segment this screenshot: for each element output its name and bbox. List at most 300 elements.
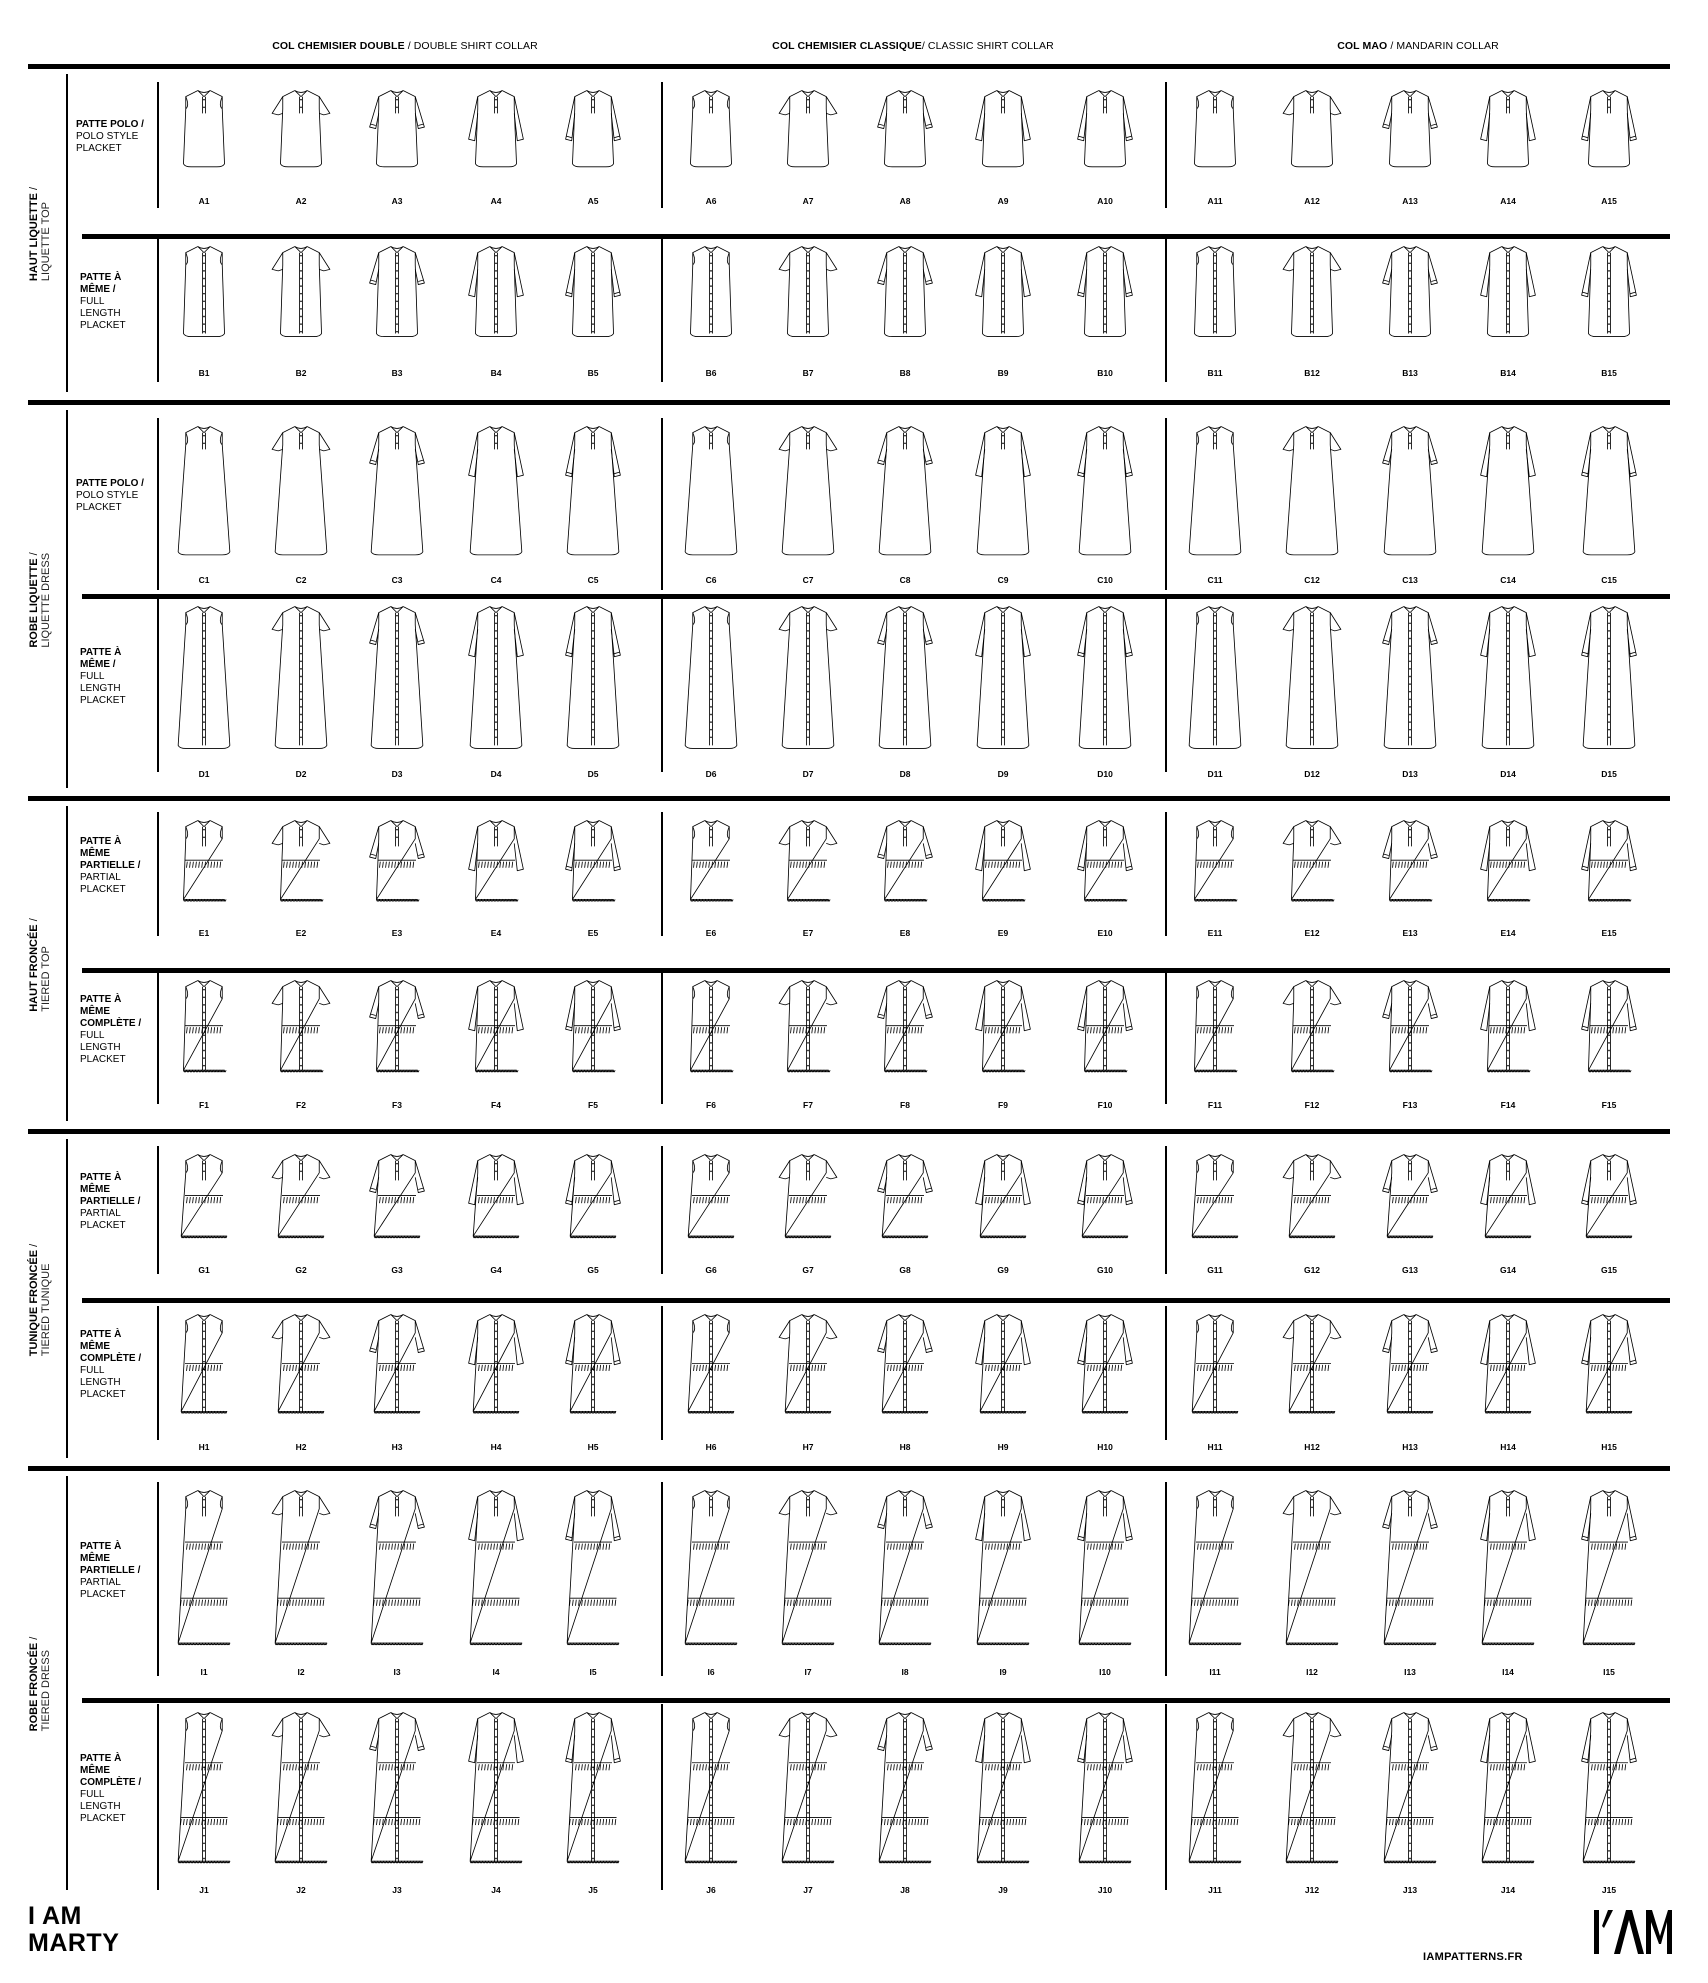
view-code-D13: D13 bbox=[1402, 769, 1418, 779]
view-code-B8: B8 bbox=[899, 368, 911, 378]
garment-view-F14[interactable] bbox=[1470, 976, 1546, 1084]
garment-view-C13[interactable] bbox=[1372, 422, 1448, 559]
view-code-I4: I4 bbox=[492, 1667, 500, 1677]
view-code-C8: C8 bbox=[899, 575, 911, 585]
garment-view-C10[interactable] bbox=[1067, 422, 1143, 559]
section-label-tunique-froncée: TUNIQUE FRONCÉE / TIERED TUNIQUE bbox=[28, 1243, 52, 1356]
row-label-fr: PATTE À bbox=[80, 1753, 122, 1764]
garment-view-F2[interactable] bbox=[263, 976, 339, 1084]
section-label-haut-froncée: HAUT FRONCÉE / TIERED TOP bbox=[28, 917, 52, 1012]
view-code-F10: F10 bbox=[1097, 1100, 1113, 1110]
garment-view-E4[interactable] bbox=[458, 816, 534, 912]
garment-view-E12[interactable] bbox=[1274, 816, 1350, 912]
garment-view-A6[interactable] bbox=[673, 86, 749, 180]
garment-view-A8[interactable] bbox=[867, 86, 943, 180]
garment-view-J7[interactable] bbox=[770, 1708, 846, 1869]
garment-view-G15[interactable] bbox=[1571, 1150, 1647, 1249]
row-label-fr: PARTIELLE / bbox=[80, 1565, 141, 1576]
view-code-F4: F4 bbox=[491, 1100, 501, 1110]
view-code-H12: H12 bbox=[1304, 1442, 1320, 1452]
garment-view-E13[interactable] bbox=[1372, 816, 1448, 912]
garment-view-D13[interactable] bbox=[1372, 602, 1448, 753]
garment-view-F10[interactable] bbox=[1067, 976, 1143, 1084]
garment-view-G1[interactable] bbox=[166, 1150, 242, 1249]
row-label-fr: PARTIELLE / bbox=[80, 860, 141, 871]
garment-view-A1[interactable] bbox=[166, 86, 242, 180]
view-code-J10: J10 bbox=[1097, 1885, 1113, 1895]
row-label-fr: PARTIELLE / bbox=[80, 1196, 141, 1207]
garment-view-F8[interactable] bbox=[867, 976, 943, 1084]
row-divider-E-F bbox=[82, 968, 1670, 973]
view-code-J14: J14 bbox=[1500, 1885, 1516, 1895]
row-label-fr: MÊME bbox=[80, 848, 110, 859]
garment-view-G3[interactable] bbox=[359, 1150, 435, 1249]
garment-view-D6[interactable] bbox=[673, 602, 749, 753]
view-code-G5: G5 bbox=[587, 1265, 599, 1275]
garment-view-A10[interactable] bbox=[1067, 86, 1143, 180]
garment-view-B9[interactable] bbox=[965, 242, 1041, 352]
garment-view-H10[interactable] bbox=[1067, 1310, 1143, 1426]
garment-view-I6[interactable] bbox=[673, 1486, 749, 1651]
garment-view-I3[interactable] bbox=[359, 1486, 435, 1651]
column-header-2: COL CHEMISIER CLASSIQUE/ CLASSIC SHIRT COLLAR bbox=[772, 40, 1054, 52]
view-code-I10: I10 bbox=[1099, 1667, 1111, 1677]
garment-view-E2[interactable] bbox=[263, 816, 339, 912]
row-label-fr: PATTE POLO / bbox=[76, 119, 144, 130]
row-divider-C-D bbox=[82, 594, 1670, 599]
view-code-B3: B3 bbox=[391, 368, 403, 378]
column-divider-J-0 bbox=[661, 1704, 663, 1890]
row-label-fr: PATTE À bbox=[80, 994, 122, 1005]
garment-view-H11[interactable] bbox=[1177, 1310, 1253, 1426]
row-D-rule bbox=[157, 598, 159, 772]
garment-view-I10[interactable] bbox=[1067, 1486, 1143, 1651]
row-label-en: LENGTH bbox=[80, 1801, 121, 1812]
row-label-en: PARTIAL bbox=[80, 872, 121, 883]
garment-view-B7[interactable] bbox=[770, 242, 846, 352]
view-code-J6: J6 bbox=[706, 1885, 716, 1895]
garment-view-H8[interactable] bbox=[867, 1310, 943, 1426]
view-code-I5: I5 bbox=[589, 1667, 597, 1677]
garment-view-D1[interactable] bbox=[166, 602, 242, 753]
row-label-fr: PATTE À bbox=[80, 272, 122, 283]
row-label-fr: MÊME / bbox=[80, 284, 116, 295]
garment-view-A9[interactable] bbox=[965, 86, 1041, 180]
garment-view-D7[interactable] bbox=[770, 602, 846, 753]
row-divider-I-J bbox=[82, 1698, 1670, 1703]
garment-view-F6[interactable] bbox=[673, 976, 749, 1084]
column-divider-A-0 bbox=[661, 82, 663, 208]
garment-view-H3[interactable] bbox=[359, 1310, 435, 1426]
row-label-G bbox=[80, 1172, 156, 1232]
row-E-rule bbox=[157, 812, 159, 936]
garment-view-A4[interactable] bbox=[458, 86, 534, 180]
section-4-rule bbox=[66, 1476, 68, 1890]
garment-view-B2[interactable] bbox=[263, 242, 339, 352]
garment-view-J10[interactable] bbox=[1067, 1708, 1143, 1869]
garment-view-J2[interactable] bbox=[263, 1708, 339, 1869]
garment-view-C14[interactable] bbox=[1470, 422, 1546, 559]
row-label-A bbox=[76, 119, 152, 155]
row-label-fr: MÊME bbox=[80, 1765, 110, 1776]
garment-view-A2[interactable] bbox=[263, 86, 339, 180]
garment-view-G13[interactable] bbox=[1372, 1150, 1448, 1249]
view-code-G4: G4 bbox=[490, 1265, 502, 1275]
garment-view-J15[interactable] bbox=[1571, 1708, 1647, 1869]
section-divider-3 bbox=[28, 1466, 1670, 1471]
column-divider-C-0 bbox=[661, 418, 663, 590]
garment-view-G8[interactable] bbox=[867, 1150, 943, 1249]
view-code-G7: G7 bbox=[802, 1265, 814, 1275]
row-A-rule bbox=[157, 82, 159, 208]
garment-view-B10[interactable] bbox=[1067, 242, 1143, 352]
garment-view-E9[interactable] bbox=[965, 816, 1041, 912]
row-H-rule bbox=[157, 1306, 159, 1440]
garment-view-E11[interactable] bbox=[1177, 816, 1253, 912]
garment-view-D10[interactable] bbox=[1067, 602, 1143, 753]
garment-view-H13[interactable] bbox=[1372, 1310, 1448, 1426]
garment-view-B1[interactable] bbox=[166, 242, 242, 352]
row-divider-A-B bbox=[82, 234, 1670, 239]
view-code-C15: C15 bbox=[1601, 575, 1617, 585]
garment-view-J8[interactable] bbox=[867, 1708, 943, 1869]
row-label-en: FULL bbox=[80, 296, 105, 307]
garment-view-H7[interactable] bbox=[770, 1310, 846, 1426]
section-divider-1 bbox=[28, 796, 1670, 801]
view-code-H11: H11 bbox=[1207, 1442, 1223, 1452]
garment-view-D5[interactable] bbox=[555, 602, 631, 753]
view-code-F12: F12 bbox=[1304, 1100, 1320, 1110]
row-label-fr: MÊME bbox=[80, 1006, 110, 1017]
section-0-rule bbox=[66, 74, 68, 392]
garment-view-A12[interactable] bbox=[1274, 86, 1350, 180]
garment-view-C7[interactable] bbox=[770, 422, 846, 559]
garment-view-I9[interactable] bbox=[965, 1486, 1041, 1651]
row-label-en: PLACKET bbox=[80, 320, 126, 331]
row-label-en: PARTIAL bbox=[80, 1577, 121, 1588]
column-divider-A-1 bbox=[1165, 82, 1167, 208]
garment-view-I11[interactable] bbox=[1177, 1486, 1253, 1651]
row-label-H bbox=[80, 1329, 156, 1401]
section-title-fr: ROBE LIQUETTE bbox=[28, 558, 40, 648]
column-divider-E-1 bbox=[1165, 812, 1167, 936]
view-code-F15: F15 bbox=[1601, 1100, 1617, 1110]
garment-view-G2[interactable] bbox=[263, 1150, 339, 1249]
garment-view-G11[interactable] bbox=[1177, 1150, 1253, 1249]
view-code-D2: D2 bbox=[295, 769, 307, 779]
garment-view-A3[interactable] bbox=[359, 86, 435, 180]
garment-view-H14[interactable] bbox=[1470, 1310, 1546, 1426]
view-code-E8: E8 bbox=[899, 928, 911, 938]
garment-view-B11[interactable] bbox=[1177, 242, 1253, 352]
garment-view-E6[interactable] bbox=[673, 816, 749, 912]
garment-view-F15[interactable] bbox=[1571, 976, 1647, 1084]
garment-view-H2[interactable] bbox=[263, 1310, 339, 1426]
row-label-en: PLACKET bbox=[80, 1813, 126, 1824]
view-code-E15: E15 bbox=[1601, 928, 1617, 938]
view-code-J13: J13 bbox=[1402, 1885, 1418, 1895]
garment-view-C3[interactable] bbox=[359, 422, 435, 559]
view-code-I13: I13 bbox=[1404, 1667, 1416, 1677]
view-code-J15: J15 bbox=[1601, 1885, 1617, 1895]
view-code-D6: D6 bbox=[705, 769, 717, 779]
view-code-G11: G11 bbox=[1207, 1265, 1223, 1275]
garment-view-A11[interactable] bbox=[1177, 86, 1253, 180]
garment-view-I8[interactable] bbox=[867, 1486, 943, 1651]
row-label-en: PLACKET bbox=[76, 502, 122, 513]
garment-view-J6[interactable] bbox=[673, 1708, 749, 1869]
view-code-C4: C4 bbox=[490, 575, 502, 585]
garment-view-A15[interactable] bbox=[1571, 86, 1647, 180]
garment-view-E10[interactable] bbox=[1067, 816, 1143, 912]
view-code-E14: E14 bbox=[1500, 928, 1516, 938]
view-code-H15: H15 bbox=[1601, 1442, 1617, 1452]
garment-view-B4[interactable] bbox=[458, 242, 534, 352]
column-divider-I-0 bbox=[661, 1482, 663, 1676]
garment-view-G7[interactable] bbox=[770, 1150, 846, 1249]
view-code-B13: B13 bbox=[1402, 368, 1418, 378]
garment-view-F1[interactable] bbox=[166, 976, 242, 1084]
row-label-en: PLACKET bbox=[80, 1220, 126, 1231]
garment-view-D3[interactable] bbox=[359, 602, 435, 753]
view-code-I3: I3 bbox=[393, 1667, 401, 1677]
garment-view-B5[interactable] bbox=[555, 242, 631, 352]
view-code-B11: B11 bbox=[1207, 368, 1223, 378]
garment-view-J12[interactable] bbox=[1274, 1708, 1350, 1869]
row-label-F bbox=[80, 994, 156, 1066]
view-code-I1: I1 bbox=[200, 1667, 208, 1677]
view-code-C2: C2 bbox=[295, 575, 307, 585]
view-code-I12: I12 bbox=[1306, 1667, 1318, 1677]
column-divider-J-1 bbox=[1165, 1704, 1167, 1890]
garment-view-J9[interactable] bbox=[965, 1708, 1041, 1869]
view-code-C5: C5 bbox=[587, 575, 599, 585]
garment-view-F12[interactable] bbox=[1274, 976, 1350, 1084]
garment-view-B8[interactable] bbox=[867, 242, 943, 352]
section-divider-0 bbox=[28, 400, 1670, 405]
view-code-C13: C13 bbox=[1402, 575, 1418, 585]
garment-view-H15[interactable] bbox=[1571, 1310, 1647, 1426]
top-divider bbox=[28, 64, 1670, 69]
garment-view-F13[interactable] bbox=[1372, 976, 1448, 1084]
garment-view-E14[interactable] bbox=[1470, 816, 1546, 912]
garment-view-F4[interactable] bbox=[458, 976, 534, 1084]
row-label-en: PARTIAL bbox=[80, 1208, 121, 1219]
view-code-G6: G6 bbox=[705, 1265, 717, 1275]
column-divider-B-0 bbox=[661, 238, 663, 382]
garment-view-E5[interactable] bbox=[555, 816, 631, 912]
view-code-F11: F11 bbox=[1207, 1100, 1223, 1110]
garment-view-D4[interactable] bbox=[458, 602, 534, 753]
view-code-H3: H3 bbox=[391, 1442, 403, 1452]
view-code-G8: G8 bbox=[899, 1265, 911, 1275]
view-code-I14: I14 bbox=[1502, 1667, 1514, 1677]
garment-view-G10[interactable] bbox=[1067, 1150, 1143, 1249]
garment-view-J4[interactable] bbox=[458, 1708, 534, 1869]
garment-view-G9[interactable] bbox=[965, 1150, 1041, 1249]
view-code-F14: F14 bbox=[1500, 1100, 1516, 1110]
row-label-en: PLACKET bbox=[80, 1389, 126, 1400]
garment-view-I15[interactable] bbox=[1571, 1486, 1647, 1651]
garment-view-D2[interactable] bbox=[263, 602, 339, 753]
garment-view-G5[interactable] bbox=[555, 1150, 631, 1249]
garment-view-C2[interactable] bbox=[263, 422, 339, 559]
garment-view-C11[interactable] bbox=[1177, 422, 1253, 559]
garment-view-D9[interactable] bbox=[965, 602, 1041, 753]
row-label-en: FULL bbox=[80, 1365, 105, 1376]
row-label-fr: COMPLÈTE / bbox=[80, 1353, 142, 1364]
view-code-E4: E4 bbox=[490, 928, 502, 938]
view-code-E11: E11 bbox=[1207, 928, 1223, 938]
view-code-F7: F7 bbox=[803, 1100, 813, 1110]
column-divider-I-1 bbox=[1165, 1482, 1167, 1676]
section-title-en: TIERED DRESS bbox=[40, 1650, 52, 1732]
garment-view-I5[interactable] bbox=[555, 1486, 631, 1651]
garment-view-J13[interactable] bbox=[1372, 1708, 1448, 1869]
view-code-A10: A10 bbox=[1097, 196, 1113, 206]
garment-view-H12[interactable] bbox=[1274, 1310, 1350, 1426]
view-code-J7: J7 bbox=[803, 1885, 813, 1895]
garment-view-F3[interactable] bbox=[359, 976, 435, 1084]
garment-view-C1[interactable] bbox=[166, 422, 242, 559]
garment-view-I2[interactable] bbox=[263, 1486, 339, 1651]
garment-view-A13[interactable] bbox=[1372, 86, 1448, 180]
view-code-J8: J8 bbox=[900, 1885, 910, 1895]
view-code-H14: H14 bbox=[1500, 1442, 1516, 1452]
view-code-J11: J11 bbox=[1208, 1885, 1222, 1895]
garment-view-J3[interactable] bbox=[359, 1708, 435, 1869]
view-code-D11: D11 bbox=[1207, 769, 1223, 779]
row-label-fr: MÊME bbox=[80, 1184, 110, 1195]
website-url: IAMPATTERNS.FR bbox=[1423, 1951, 1523, 1963]
garment-view-E8[interactable] bbox=[867, 816, 943, 912]
row-label-en: LENGTH bbox=[80, 308, 121, 319]
row-label-J bbox=[80, 1753, 156, 1825]
garment-view-I7[interactable] bbox=[770, 1486, 846, 1651]
garment-view-I14[interactable] bbox=[1470, 1486, 1546, 1651]
garment-view-A5[interactable] bbox=[555, 86, 631, 180]
row-label-fr: MÊME bbox=[80, 1553, 110, 1564]
section-title-en: LIQUETTE TOP bbox=[40, 202, 52, 282]
view-code-F6: F6 bbox=[706, 1100, 716, 1110]
view-code-A3: A3 bbox=[391, 196, 403, 206]
garment-view-D14[interactable] bbox=[1470, 602, 1546, 753]
column-header-3: COL MAO / MANDARIN COLLAR bbox=[1337, 40, 1499, 52]
garment-view-H5[interactable] bbox=[555, 1310, 631, 1426]
garment-view-A7[interactable] bbox=[770, 86, 846, 180]
garment-view-J5[interactable] bbox=[555, 1708, 631, 1869]
garment-view-H4[interactable] bbox=[458, 1310, 534, 1426]
garment-view-H6[interactable] bbox=[673, 1310, 749, 1426]
view-code-G1: G1 bbox=[198, 1265, 210, 1275]
garment-view-C8[interactable] bbox=[867, 422, 943, 559]
view-code-G14: G14 bbox=[1499, 1265, 1517, 1275]
view-code-D15: D15 bbox=[1601, 769, 1617, 779]
view-code-A5: A5 bbox=[587, 196, 599, 206]
view-code-C3: C3 bbox=[391, 575, 403, 585]
view-code-D1: D1 bbox=[198, 769, 210, 779]
garment-view-B15[interactable] bbox=[1571, 242, 1647, 352]
garment-view-H9[interactable] bbox=[965, 1310, 1041, 1426]
garment-view-D8[interactable] bbox=[867, 602, 943, 753]
view-code-D14: D14 bbox=[1500, 769, 1516, 779]
row-label-en: FULL bbox=[80, 1789, 105, 1800]
view-code-F9: F9 bbox=[998, 1100, 1008, 1110]
view-code-J9: J9 bbox=[998, 1885, 1008, 1895]
garment-view-J1[interactable] bbox=[166, 1708, 242, 1869]
garment-view-I13[interactable] bbox=[1372, 1486, 1448, 1651]
garment-view-G6[interactable] bbox=[673, 1150, 749, 1249]
view-code-G9: G9 bbox=[997, 1265, 1009, 1275]
garment-view-E3[interactable] bbox=[359, 816, 435, 912]
view-code-F1: F1 bbox=[199, 1100, 209, 1110]
garment-view-G12[interactable] bbox=[1274, 1150, 1350, 1249]
garment-view-J14[interactable] bbox=[1470, 1708, 1546, 1869]
garment-view-E7[interactable] bbox=[770, 816, 846, 912]
garment-view-D11[interactable] bbox=[1177, 602, 1253, 753]
view-code-I6: I6 bbox=[707, 1667, 715, 1677]
garment-view-F7[interactable] bbox=[770, 976, 846, 1084]
garment-view-C6[interactable] bbox=[673, 422, 749, 559]
garment-view-B3[interactable] bbox=[359, 242, 435, 352]
row-label-en: LENGTH bbox=[80, 683, 121, 694]
garment-view-C9[interactable] bbox=[965, 422, 1041, 559]
view-code-H8: H8 bbox=[899, 1442, 911, 1452]
garment-view-F5[interactable] bbox=[555, 976, 631, 1084]
garment-view-I4[interactable] bbox=[458, 1486, 534, 1651]
garment-view-D12[interactable] bbox=[1274, 602, 1350, 753]
garment-view-D15[interactable] bbox=[1571, 602, 1647, 753]
column-divider-G-0 bbox=[661, 1146, 663, 1274]
garment-view-F11[interactable] bbox=[1177, 976, 1253, 1084]
garment-view-H1[interactable] bbox=[166, 1310, 242, 1426]
view-code-C10: C10 bbox=[1097, 575, 1113, 585]
garment-view-G14[interactable] bbox=[1470, 1150, 1546, 1249]
garment-view-J11[interactable] bbox=[1177, 1708, 1253, 1869]
garment-view-E1[interactable] bbox=[166, 816, 242, 912]
section-divider-2 bbox=[28, 1129, 1670, 1134]
view-code-H7: H7 bbox=[802, 1442, 814, 1452]
view-code-A2: A2 bbox=[295, 196, 307, 206]
row-divider-G-H bbox=[82, 1298, 1670, 1303]
garment-view-I12[interactable] bbox=[1274, 1486, 1350, 1651]
garment-view-B12[interactable] bbox=[1274, 242, 1350, 352]
view-code-H13: H13 bbox=[1402, 1442, 1418, 1452]
garment-view-C4[interactable] bbox=[458, 422, 534, 559]
garment-view-G4[interactable] bbox=[458, 1150, 534, 1249]
row-label-fr: PATTE À bbox=[80, 1172, 122, 1183]
garment-view-C15[interactable] bbox=[1571, 422, 1647, 559]
view-code-D12: D12 bbox=[1304, 769, 1320, 779]
view-code-C1: C1 bbox=[198, 575, 210, 585]
garment-view-C12[interactable] bbox=[1274, 422, 1350, 559]
garment-view-B6[interactable] bbox=[673, 242, 749, 352]
garment-view-C5[interactable] bbox=[555, 422, 631, 559]
row-label-en: LENGTH bbox=[80, 1042, 121, 1053]
view-code-B14: B14 bbox=[1500, 368, 1516, 378]
brand-name: I AM MARTY bbox=[28, 1902, 120, 1957]
garment-view-B13[interactable] bbox=[1372, 242, 1448, 352]
garment-view-I1[interactable] bbox=[166, 1486, 242, 1651]
garment-view-E15[interactable] bbox=[1571, 816, 1647, 912]
garment-view-A14[interactable] bbox=[1470, 86, 1546, 180]
row-label-fr: MÊME bbox=[80, 1341, 110, 1352]
garment-view-F9[interactable] bbox=[965, 976, 1041, 1084]
view-code-B15: B15 bbox=[1601, 368, 1617, 378]
view-code-A7: A7 bbox=[802, 196, 814, 206]
garment-view-B14[interactable] bbox=[1470, 242, 1546, 352]
row-label-fr: PATTE POLO / bbox=[76, 478, 144, 489]
